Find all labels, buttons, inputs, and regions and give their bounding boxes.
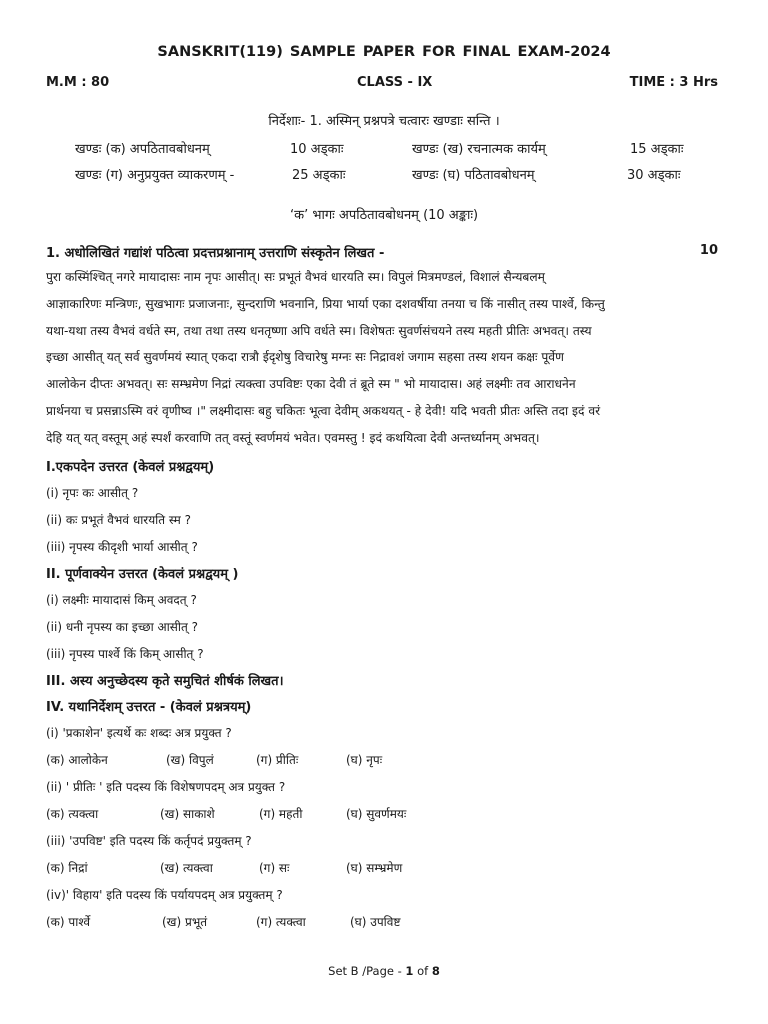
passage-line: प्रार्थनया च प्रसन्नाऽस्मि वरं वृणीष्व ।" लक्ष्मीदासः बहु चकितः भूत्वा देवीम् अकथयत् - हे देवी! यदि भवती प्रीतः अस्ति तदा इदं वरं — [46, 403, 601, 418]
passage-line: इच्छा आसीत् यत् सर्व सुवर्णमयं स्यात् एकदा रात्रौ ईदृशेषु विचारेषु मग्नः सः निद्रावशं जगाम सहसा तस्य शयन कक्षः पूर्वेण — [46, 350, 564, 365]
passage-line: देहि यत् यत् वस्तूम् अहं स्पर्शं करवाणि तत् वस्तूं स्वर्णमयं भवेत। एवमस्तु ! इदं कथयित्वा देवी अन्तर्ध्यानम् अभवत्। — [46, 430, 540, 445]
option: (ग) त्यक्त्वा — [256, 915, 306, 929]
part-4-question: (i) 'प्रकाशेन' इत्यर्थे कः शब्दः अत्र प्रयुक्त ? — [46, 726, 232, 740]
option: (ग) महती — [259, 807, 303, 821]
section-heading: ‘क’ भागः अपठितावबोधनम् (10 अङ्काः) — [289, 208, 479, 223]
option: (ख) विपुलं — [166, 753, 214, 767]
part-2-question: (i) लक्ष्मीः मायादासं किम् अवदत् ? — [46, 593, 197, 607]
part-2-question: (iii) नृपस्य पार्श्वे किं किम् आसीत् ? — [46, 647, 204, 661]
option: (ख) त्यक्त्वा — [160, 861, 213, 875]
part-4-question: (iii) 'उपविष्ट' इति पदस्य किं कर्तृपदं प्रयुक्तम् ? — [46, 834, 252, 848]
page-number: 1 — [405, 964, 414, 978]
part-3-heading: III. अस्य अनुच्छेदस्य कृते समुचितं शीर्षकं लिखत। — [46, 674, 284, 689]
class-label: CLASS - IX — [357, 75, 433, 90]
part-4-question: (iv)' विहाय' इति पदस्य किं पर्यायपदम् अत्र प्रयुक्तम् ? — [46, 888, 283, 902]
option: (घ) उपविष्ट — [350, 915, 401, 929]
passage-line: यथा-यथा तस्य वैभवं वर्धते स्म, तथा तथा तस्य धनतृष्णा अपि वर्धते स्म। विशेषतः सुवर्णसंचयने तस्य महती प्रीतिः अभवत्। तस्य — [46, 323, 592, 338]
section-gha-marks: 30 अड्काः — [627, 168, 681, 183]
option: (ख) साकाशे — [160, 807, 215, 821]
option: (ख) प्रभूतं — [162, 915, 208, 929]
section-kha-marks: 15 अड्काः — [630, 142, 684, 157]
option: (ग) सः — [259, 861, 290, 875]
section-ga-marks: 25 अड्काः — [292, 168, 346, 183]
part-1-question: (iii) नृपस्य कीदृशी भार्या आसीत् ? — [46, 540, 198, 554]
passage-line: आलोकेन दीप्तः अभवत्। सः सम्भ्रमेण निद्रां त्यक्त्वा उपविष्टः एका देवी तं ब्रूते स्म " भो मायादास। अहं लक्ष्मीः तव आराधनेन — [46, 377, 576, 392]
part-4-heading: IV. यथानिर्देशम् उत्तरत - (केवलं प्रश्नत्रयम्) — [46, 700, 252, 715]
part-1-question: (i) नृपः कः आसीत् ? — [46, 486, 139, 500]
paper-title: SANSKRIT(119) SAMPLE PAPER FOR FINAL EXAM-2024 — [157, 44, 611, 60]
section-ka-marks: 10 अड्काः — [290, 142, 344, 157]
time-label: TIME : 3 Hrs — [629, 75, 718, 90]
option: (घ) सम्भ्रमेण — [346, 861, 403, 875]
section-gha-label: खण्डः (घ) पठितावबोधनम् — [412, 168, 535, 183]
instructions-heading: निर्देशाः- 1. अस्मिन् प्रश्नपत्रे चत्वारः खण्डाः सन्ति । — [268, 114, 500, 129]
passage-line: आज्ञाकारिणः मन्त्रिणः, सुखभागः प्रजाजनाः, सुन्दराणि भवनानि, प्रिया भार्या एका दशवर्षीया तनया च किं नासीत् तस्य पार्श्वे, किन्तु — [46, 296, 605, 311]
part-1-question: (ii) कः प्रभूतं वैभवं धारयति स्म ? — [46, 513, 191, 527]
page-total: 8 — [431, 964, 440, 978]
part-2-question: (ii) धनी नृपस्य का इच्छा आसीत् ? — [46, 620, 199, 634]
question-1-text: 1. अधोलिखितं गद्यांशं पठित्वा प्रदत्तप्रश्नानाम् उत्तराणि संस्कृतेन लिखत - — [46, 246, 385, 261]
part-1-heading: I.एकपदेन उत्तरत (केवलं प्रश्नद्वयम्) — [46, 460, 215, 475]
section-kha-label: खण्डः (ख) रचनात्मक कार्यम् — [412, 142, 546, 157]
option: (घ) नृपः — [346, 753, 383, 767]
option: (क) निद्रां — [46, 861, 88, 875]
option: (क) आलोकेन — [46, 753, 108, 767]
part-2-heading: II. पूर्णवाक्येन उत्तरत (केवलं प्रश्नद्वयम् ) — [46, 567, 239, 582]
passage-line: पुरा कस्मिंश्चित् नगरे मायादासः नाम नृपः आसीत्। सः प्रभूतं वैभवं धारयति स्म। विपुलं मित्रमण्डलं, विशालं सैन्यबलम् — [46, 270, 545, 284]
max-marks: M.M : 80 — [46, 75, 110, 90]
section-ka-label: खण्डः (क) अपठितावबोधनम् — [75, 142, 210, 157]
page-footer — [0, 964, 768, 978]
section-ga-label: खण्डः (ग) अनुप्रयुक्त व्याकरणम् - — [75, 168, 235, 183]
option: (क) त्यक्त्वा — [46, 807, 99, 821]
option: (क) पार्श्वे — [46, 915, 91, 929]
option: (घ) सुवर्णमयः — [346, 807, 407, 821]
passage — [46, 264, 724, 452]
footer-of: of — [413, 964, 432, 978]
option: (ग) प्रीतिः — [256, 753, 299, 767]
part-4-question: (ii) ' प्रीतिः ' इति पदस्य किं विशेषणपदम् अत्र प्रयुक्त ? — [46, 780, 286, 794]
footer-prefix: Set B /Page - — [328, 964, 406, 978]
question-1-marks: 10 — [699, 243, 718, 258]
